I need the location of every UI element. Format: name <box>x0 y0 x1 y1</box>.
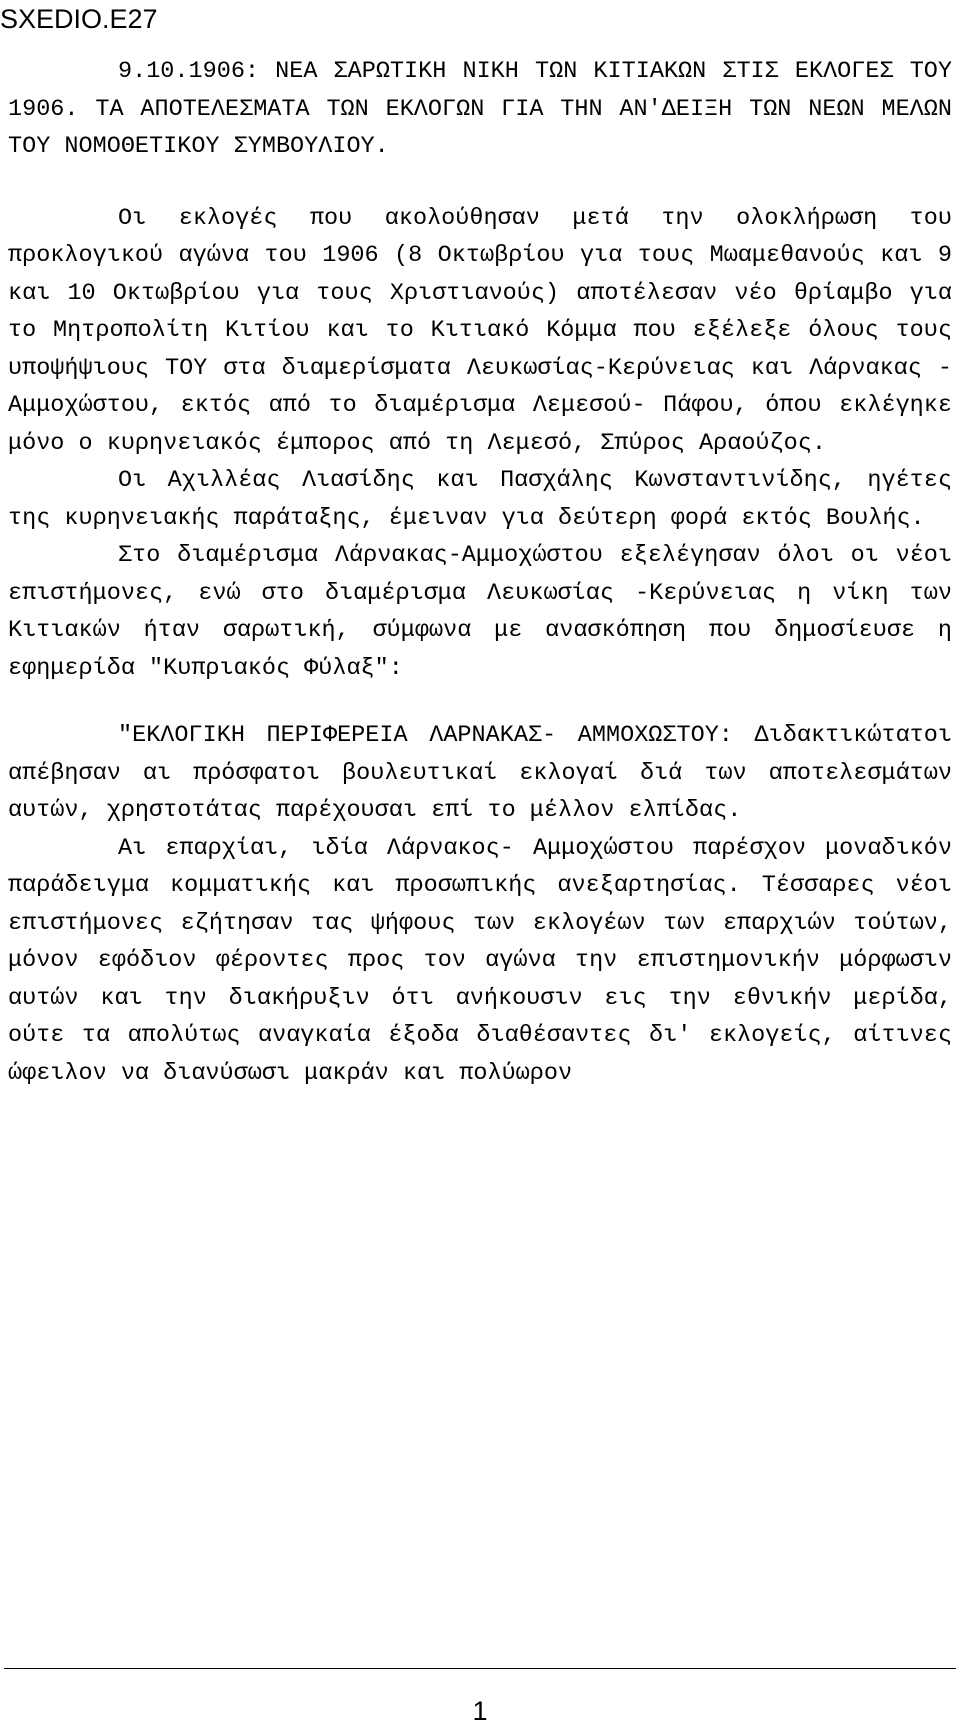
quote-heading-paragraph: "ΕΚΛΟΓΙΚΗ ΠΕΡΙΦΕΡΕΙΑ ΛΑΡΝΑΚΑΣ- ΑΜΜΟΧΩΣΤΟΥ: Διδακτικώτατοι απέβησαν αι πρόσφατοι βουλευτικαί εκλογαί διά των αποτελεσμάτων αυτών, χρηστοτάτας παρέχουσαι επί το μέλλον ελπίδας. <box>8 722 952 824</box>
paragraph-leaders: Οι Αχιλλέας Λιασίδης και Πασχάλης Κωνσταντινίδης, ηγέτες της κυρηνειακής παράταξης, έμειναν για δεύτερη φορά εκτός Βουλής. <box>8 467 952 532</box>
paragraph-gap <box>8 687 952 717</box>
paragraph-larnaca-district: Στο διαμέρισμα Λάρνακας-Αμμοχώστου εξελέγησαν όλοι οι νέοι επιστήμονες, ενώ στο διαμέρισμα Λευκωσίας -Κερύνειας η νίκη των Κιτιακών ήταν σαρωτική, σύμφωνα με ανασκόπηση που δημοσίευσε η εφημερίδα "Κυπριακός Φύλαξ": <box>8 542 952 682</box>
document-id: SXEDIO.E27 <box>0 4 158 34</box>
document-title: 9.10.1906: ΝΕΑ ΣΑΡΩΤΙΚΗ ΝΙΚΗ ΤΩΝ ΚΙΤΙΑΚΩΝ ΣΤΙΣ ΕΚΛΟΓΕΣ ΤΟΥ 1906. ΤΑ ΑΠΟΤΕΛΕΣΜΑΤΑ ΤΩΝ ΕΚΛΟΓΩΝ ΓΙΑ ΤΗΝ ΑΝ'ΔΕΙΞΗ ΤΩΝ ΝΕΩΝ ΜΕΛΩΝ ΤΟΥ ΝΟΜΟΘΕΤΙΚΟΥ ΣΥΜΒΟΥΛΙΟΥ. <box>8 58 952 160</box>
page-number: 1 <box>472 1696 488 1726</box>
paragraph-elections: Οι εκλογές που ακολούθησαν μετά την ολοκλήρωση του προκλογικού αγώνα του 1906 (8 Οκτωβρίου για τους Μωαμεθανούς και 9 και 10 Οκτωβρίου για τους Χριστιανούς) αποτέλεσαν νέο θρίαμβο για το Μητροπολίτη Κιτίου και το Κιτιακό Κόμμα που εξέλεξε όλους τους υποψήψιους ΤΟΥ στα διαμερίσματα Λευκωσίας-Κερύνειας και Λάρνακας - Αμμοχώστου, εκτός από το διαμέρισμα Λεμεσού- Πάφου, όπου εκλέγηκε μόνο ο κυρηνειακός έμπορος από τη Λεμεσό, Σπύρος Αραούζος. <box>8 204 952 457</box>
quote-paragraph: Αι επαρχίαι, ιδία Λάρνακος- Αμμοχώστου παρέσχον μοναδικόν παράδειγμα κομματικής και προσωπικής ανεξαρτησίας. Τέσσαρες νέοι επιστήμονες εζήτησαν τας ψήφους των εκλογέων των επαρχιών τούτων, μόνον εφόδιον φέροντες προς τον αγώνα την επιστημονικήν μόρφωσιν αυτών και την διακήρυξιν ότι ανήκουσιν εις την εθνικήν μερίδα, ούτε τα απολύτως αναγκαία έξοδα διαθέσαντες δι' εκλογείς, αίτινες ώφειλον να διανύσωσι μακράν και πολύωρον <box>8 834 952 1087</box>
document-body <box>8 53 952 1092</box>
footer-rule <box>4 1668 956 1669</box>
